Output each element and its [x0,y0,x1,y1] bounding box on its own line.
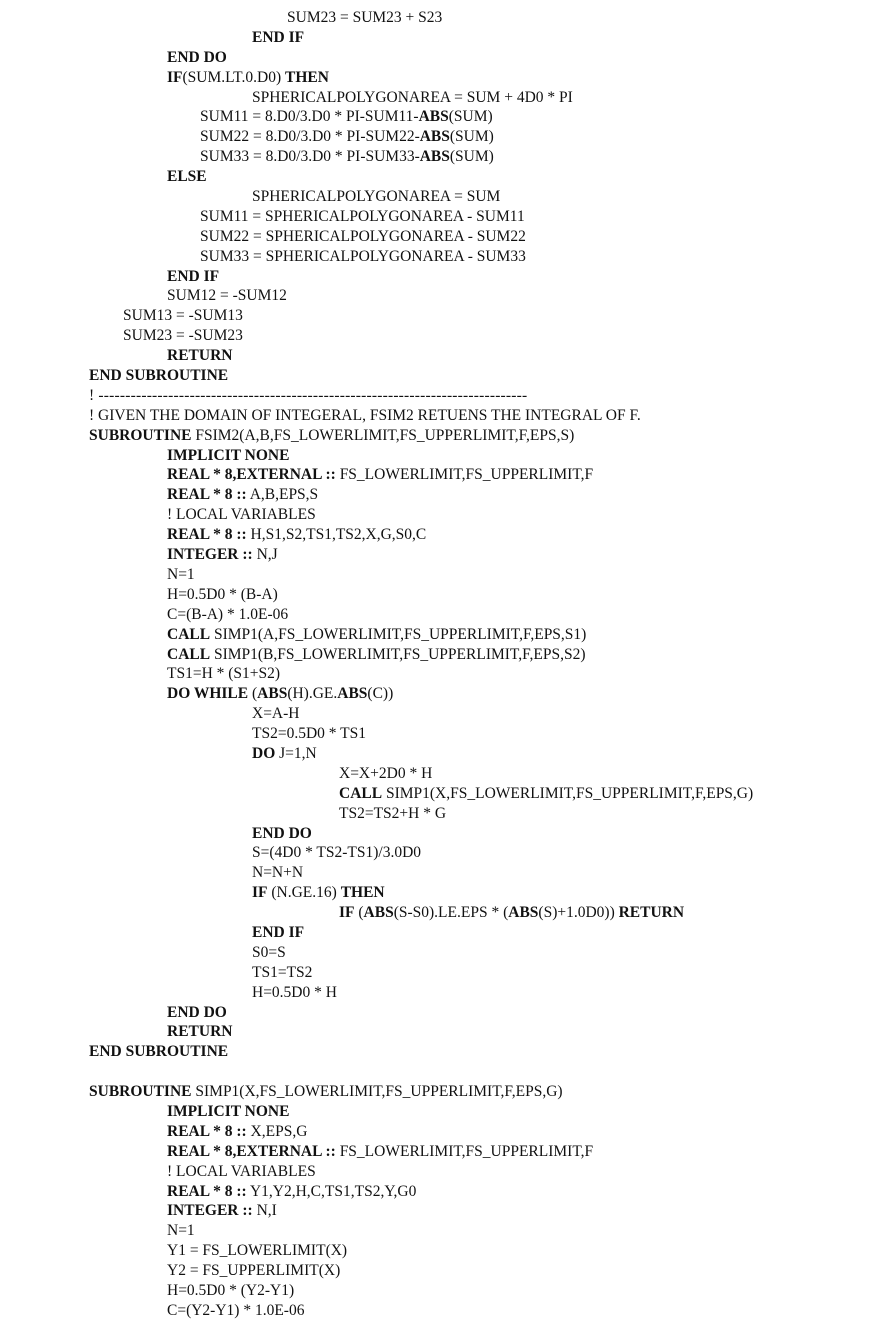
code-line-text [167,1142,593,1162]
keyword-token: CALL [167,625,211,643]
code-line [0,167,892,187]
code-line-text [167,346,232,366]
code-line-text [287,8,442,28]
keyword-token: ABS [337,685,368,703]
code-line-text [167,625,586,645]
code-line-text [167,505,316,525]
code-token: SUM13 = -SUM13 [123,307,243,325]
code-line-text [200,247,526,267]
code-line-text [167,1241,347,1261]
code-token: FS_LOWERLIMIT,FS_UPPERLIMIT,F [335,466,594,484]
code-token: (H).GE. [287,685,338,703]
code-line [0,1301,892,1321]
code-line-text [252,923,304,943]
code-line-text [252,983,337,1003]
code-token: ! LOCAL VARIABLES [167,506,316,524]
code-line-text [167,664,280,684]
code-line-text [167,645,585,665]
code-token: S=(4D0 * TS2-TS1)/3.0D0 [252,844,422,862]
code-line-text [89,406,641,426]
code-line [0,923,892,943]
code-line-text [167,446,289,466]
code-token: FSIM2(A,B,FS_LOWERLIMIT,FS_UPPERLIMIT,F,EPS,S) [191,426,575,444]
code-line-text [339,804,446,824]
code-line-text [89,366,228,386]
code-line [0,1022,892,1042]
code-token: TS2=TS2+H * G [339,804,447,822]
code-token: FS_LOWERLIMIT,FS_UPPERLIMIT,F [335,1142,594,1160]
code-line-text [167,1122,307,1142]
code-line [0,406,892,426]
code-line [0,1042,892,1062]
code-line [0,1162,892,1182]
code-line-text [167,485,318,505]
code-token: J=1,N [275,744,317,762]
code-line-text [339,903,684,923]
code-token: N=N+N [252,864,304,882]
code-line-text [167,585,278,605]
keyword-token: END DO [167,48,227,66]
code-token: ! LOCAL VARIABLES [167,1162,316,1180]
code-line-text [200,207,525,227]
code-line [0,505,892,525]
code-line [0,147,892,167]
code-token: (S-S0).LE.EPS * ( [393,904,509,922]
keyword-token: REAL * 8,EXTERNAL :: [167,466,336,484]
keyword-token: REAL * 8,EXTERNAL :: [167,1142,336,1160]
code-line-text [123,326,243,346]
code-line-text [252,943,286,963]
code-line-text [167,286,287,306]
code-line-text [167,1301,304,1321]
code-line [0,943,892,963]
code-token: SUM33 = 8.D0/3.D0 * PI-SUM33- [200,148,420,166]
code-token: H=0.5D0 * (B-A) [167,585,278,603]
code-line [0,545,892,565]
code-token: SIMP1(X,FS_LOWERLIMIT,FS_UPPERLIMIT,F,EPS,G) [382,784,754,802]
code-line-text [252,28,304,48]
code-line [0,1281,892,1301]
code-token: SUM11 = SPHERICALPOLYGONAREA - SUM11 [200,207,525,225]
code-line [0,585,892,605]
keyword-token: RETURN [167,347,233,365]
code-line-text [252,744,317,764]
code-token: S0=S [252,943,286,961]
code-line-text [252,883,385,903]
code-line [0,903,892,923]
code-token: N,J [252,546,278,564]
code-line-text [167,525,426,545]
keyword-token: ABS [363,904,394,922]
code-line [0,804,892,824]
code-token: SUM33 = SPHERICALPOLYGONAREA - SUM33 [200,247,526,265]
code-line [0,227,892,247]
code-line [0,107,892,127]
code-line-text [167,1003,227,1023]
keyword-token: IF [252,884,268,902]
code-line [0,127,892,147]
code-line-text [200,147,494,167]
code-token: H=0.5D0 * (Y2-Y1) [167,1282,295,1299]
code-line-text [252,863,303,883]
code-line [0,465,892,485]
code-line [0,68,892,88]
code-line [0,664,892,684]
code-line-text [167,1102,289,1122]
keyword-token: ABS [508,904,539,922]
code-line [0,1082,892,1102]
code-line-text [167,267,219,287]
code-line [0,366,892,386]
code-token: (C)) [367,685,394,703]
code-line [0,88,892,108]
code-token: (SUM) [449,148,494,166]
code-line [0,267,892,287]
keyword-token: INTEGER :: [167,1202,253,1220]
code-token: SPHERICALPOLYGONAREA = SUM + 4D0 * PI [252,88,573,106]
keyword-token: ABS [257,685,288,703]
keyword-token: IF [167,68,183,86]
code-line [0,1062,892,1082]
code-token: SUM22 = 8.D0/3.D0 * PI-SUM22- [200,128,420,146]
keyword-token: END IF [252,923,305,941]
code-line [0,1261,892,1281]
code-line [0,625,892,645]
code-line-text [252,963,312,983]
code-token: SIMP1(A,FS_LOWERLIMIT,FS_UPPERLIMIT,F,EPS,S1) [210,625,587,643]
keyword-token: REAL * 8 :: [167,486,247,504]
code-line-text [89,1082,563,1102]
code-token: X=A-H [252,705,300,723]
code-line [0,1221,892,1241]
code-token: TS1=TS2 [252,963,313,981]
code-line [0,863,892,883]
keyword-token: END IF [167,267,220,285]
code-line [0,983,892,1003]
code-token: SUM11 = 8.D0/3.D0 * PI-SUM11- [200,108,419,126]
code-line-text [167,1162,316,1182]
code-line [0,645,892,665]
keyword-token: DO [252,744,276,762]
code-line-text [123,306,243,326]
code-line [0,565,892,585]
code-line-text [167,1182,416,1202]
code-token: SIMP1(X,FS_LOWERLIMIT,FS_UPPERLIMIT,F,EPS,G) [191,1083,563,1101]
code-line [0,1003,892,1023]
code-line [0,963,892,983]
code-token: TS2=0.5D0 * TS1 [252,725,366,743]
code-line-text [167,1022,232,1042]
keyword-token: DO WHILE [167,685,249,703]
code-line-text [200,227,526,247]
keyword-token: SUBROUTINE [89,1083,192,1101]
keyword-token: END DO [167,1003,227,1021]
code-token: H=0.5D0 * H [252,983,337,1001]
keyword-token: REAL * 8 :: [167,526,247,544]
code-line [0,1182,892,1202]
code-token: N=1 [167,565,195,583]
code-token: C=(Y2-Y1) * 1.0E-06 [167,1301,305,1319]
code-line-text [167,545,278,565]
code-line [0,326,892,346]
code-token: Y1 = FS_LOWERLIMIT(X) [167,1242,348,1260]
code-line-text [89,386,527,406]
code-line [0,48,892,68]
keyword-token: RETURN [167,1023,233,1041]
code-line [0,744,892,764]
keyword-token: INTEGER :: [167,546,253,564]
code-token: SUM12 = -SUM12 [167,287,287,305]
code-line [0,8,892,28]
code-line-text [167,68,329,88]
code-token: ! -------------------------------------------------------------------------------- [89,386,528,404]
code-token: ! GIVEN THE DOMAIN OF INTEGERAL, FSIM2 RETUENS THE INTEGRAL OF F. [89,406,641,424]
code-line [0,525,892,545]
code-token: SUM23 = -SUM23 [123,327,243,345]
keyword-token: END SUBROUTINE [89,1043,229,1061]
code-line [0,1142,892,1162]
code-line [0,1241,892,1261]
code-token: SUM22 = SPHERICALPOLYGONAREA - SUM22 [200,227,526,245]
code-line-text [167,1201,277,1221]
code-line-text [252,187,500,207]
keyword-token: RETURN [618,904,685,922]
code-line [0,187,892,207]
keyword-token: ABS [419,128,450,146]
code-token: C=(B-A) * 1.0E-06 [167,605,289,623]
code-line-text [89,1042,228,1062]
code-line [0,207,892,227]
keyword-token: ELSE [167,168,207,186]
keyword-token: END IF [252,28,305,46]
code-line [0,883,892,903]
code-token: (SUM) [448,108,493,126]
code-line [0,784,892,804]
code-line-text [167,1281,294,1301]
code-line-text [339,784,753,804]
code-line [0,843,892,863]
keyword-token: THEN [340,884,385,902]
code-token: (S)+1.0D0)) [538,904,619,922]
keyword-token: SUBROUTINE [89,426,192,444]
code-line-text [167,605,288,625]
code-line [0,724,892,744]
code-line-text [167,1221,195,1241]
keyword-token: CALL [167,645,211,663]
keyword-token: THEN [284,68,329,86]
code-token: Y2 = FS_UPPERLIMIT(X) [167,1262,341,1280]
code-token: (SUM) [449,128,494,146]
code-line-text [167,1261,340,1281]
code-token: ( [248,685,258,703]
keyword-token: REAL * 8 :: [167,1182,247,1200]
code-line [0,1122,892,1142]
code-line [0,346,892,366]
code-line-text [167,684,393,704]
code-line-text [252,724,366,744]
code-line [0,824,892,844]
code-token: N,I [252,1202,277,1220]
keyword-token: ABS [419,148,450,166]
code-line [0,684,892,704]
code-line [0,28,892,48]
code-token: TS1=H * (S1+S2) [167,665,281,683]
code-line-text [252,88,573,108]
code-line-text [167,48,227,68]
code-token: H,S1,S2,TS1,TS2,X,G,S0,C [246,526,427,544]
code-line [0,306,892,326]
code-line [0,485,892,505]
keyword-token: IMPLICIT NONE [167,1102,290,1120]
code-line [0,764,892,784]
code-line [0,426,892,446]
code-line [0,605,892,625]
code-line [0,247,892,267]
code-token: SIMP1(B,FS_LOWERLIMIT,FS_UPPERLIMIT,F,EPS,S2) [210,645,586,663]
code-line-text [339,764,432,784]
keyword-token: CALL [339,784,383,802]
code-token: (SUM.LT.0.D0) [182,68,285,86]
code-token: (N.GE.16) [267,884,341,902]
code-line-text [252,704,299,724]
code-line [0,1201,892,1221]
code-line-text [252,843,421,863]
code-line-text [89,426,574,446]
code-line-text [167,465,593,485]
keyword-token: END SUBROUTINE [89,367,229,385]
code-token: Y1,Y2,H,C,TS1,TS2,Y,G0 [246,1182,417,1200]
keyword-token: ABS [418,108,449,126]
code-line-text [252,824,312,844]
code-line [0,704,892,724]
keyword-token: REAL * 8 :: [167,1122,247,1140]
code-token: SUM23 = SUM23 + S23 [287,9,443,26]
code-line [0,446,892,466]
code-line-text [167,167,207,187]
keyword-token: IMPLICIT NONE [167,446,290,464]
code-token: N=1 [167,1222,195,1240]
code-line-text [200,107,493,127]
code-token: A,B,EPS,S [246,486,319,504]
code-line-text [200,127,494,147]
code-token: X=X+2D0 * H [339,764,433,782]
code-token: SPHERICALPOLYGONAREA = SUM [252,188,501,206]
code-token: ( [354,904,364,922]
code-line [0,1102,892,1122]
code-line-text [167,565,195,585]
code-token: X,EPS,G [246,1122,308,1140]
code-listing [0,8,892,1321]
keyword-token: IF [339,904,355,922]
keyword-token: END DO [252,824,312,842]
code-line [0,386,892,406]
code-line [0,286,892,306]
